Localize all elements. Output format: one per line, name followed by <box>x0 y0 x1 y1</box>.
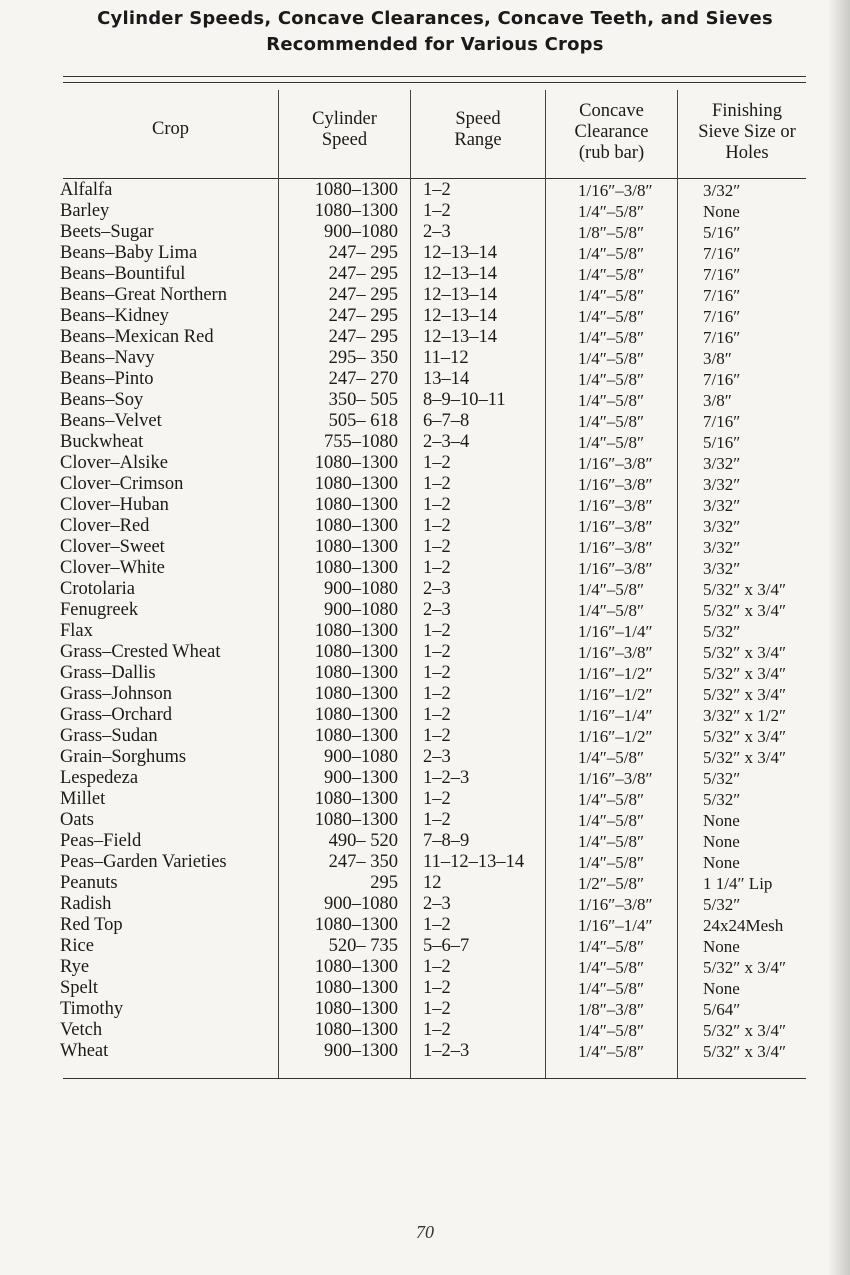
concave-clearance-cell: 1/4″–5/8″ <box>578 937 645 956</box>
crop-cell: Beans–Bountiful <box>60 264 186 284</box>
speed-range-cell: 12–13–14 <box>423 243 497 263</box>
speed-range-cell: 12–13–14 <box>423 327 497 347</box>
cylinder-speed-cell: 900–1080 <box>324 222 398 242</box>
title-line-2: Recommended for Various Crops <box>266 34 604 55</box>
cylinder-speed-cell: 1080–1300 <box>314 516 398 536</box>
cylinder-speed-cell: 1080–1300 <box>314 621 398 641</box>
concave-clearance-cell: 1/4″–5/8″ <box>578 979 645 998</box>
speed-range-cell: 1–2 <box>423 726 451 746</box>
finishing-sieve-cell: 5/16″ <box>703 223 741 242</box>
concave-clearance-cell: 1/4″–5/8″ <box>578 580 645 599</box>
concave-clearance-cell: 1/16″–1/4″ <box>578 706 653 725</box>
finishing-sieve-cell: 5/32″ x 3/4″ <box>703 643 787 662</box>
crop-cell: Grass–Dallis <box>60 663 156 683</box>
speed-range-cell: 1–2 <box>423 495 451 515</box>
crop-cell: Clover–White <box>60 558 165 578</box>
finishing-sieve-cell: 5/32″ x 3/4″ <box>703 727 787 746</box>
cylinder-speed-cell: 900–1300 <box>324 1041 398 1061</box>
finishing-sieve-cell: 7/16″ <box>703 265 741 284</box>
finishing-sieve-cell: 5/32″ <box>703 895 741 914</box>
crop-cell: Beans–Kidney <box>60 306 169 326</box>
finishing-sieve-cell: 3/32″ x 1/2″ <box>703 706 787 725</box>
column-divider <box>278 90 279 1078</box>
finishing-sieve-cell: 5/32″ x 3/4″ <box>703 685 787 704</box>
concave-clearance-cell: 1/4″–5/8″ <box>578 811 645 830</box>
speed-range-cell: 12 <box>423 873 442 893</box>
speed-range-cell: 1–2 <box>423 789 451 809</box>
concave-clearance-cell: 1/16″–3/8″ <box>578 496 653 515</box>
crop-cell: Grass–Orchard <box>60 705 172 725</box>
cylinder-speed-cell: 1080–1300 <box>314 453 398 473</box>
speed-range-cell: 1–2–3 <box>423 768 470 788</box>
concave-clearance-cell: 1/4″–5/8″ <box>578 832 645 851</box>
finishing-sieve-cell: 5/32″ x 3/4″ <box>703 664 787 683</box>
finishing-sieve-cell: 7/16″ <box>703 244 741 263</box>
speed-range-cell: 2–3 <box>423 894 451 914</box>
cylinder-speed-cell: 247– 270 <box>328 369 398 389</box>
cylinder-speed-cell: 755–1080 <box>324 432 398 452</box>
speed-range-cell: 11–12–13–14 <box>423 852 525 872</box>
finishing-sieve-cell: 3/32″ <box>703 475 741 494</box>
speed-range-cell: 1–2 <box>423 642 451 662</box>
concave-clearance-cell: 1/16″–1/4″ <box>578 916 653 935</box>
crop-cell: Grass–Johnson <box>60 684 173 704</box>
finishing-sieve-cell: 7/16″ <box>703 370 741 389</box>
concave-clearance-cell: 1/16″–1/2″ <box>578 685 653 704</box>
crop-cell: Beans–Velvet <box>60 411 162 431</box>
finishing-sieve-cell: 3/32″ <box>703 538 741 557</box>
cylinder-speed-cell: 900–1080 <box>324 600 398 620</box>
header-finishing-sieve: Finishing Sieve Size or Holes <box>698 101 796 163</box>
crop-cell: Peanuts <box>60 873 118 893</box>
crop-cell: Rye <box>60 957 90 977</box>
concave-clearance-cell: 1/16″–3/8″ <box>578 895 653 914</box>
crop-cell: Red Top <box>60 915 123 935</box>
finishing-sieve-cell: 5/32″ <box>703 769 741 788</box>
finishing-sieve-cell: 5/32″ <box>703 790 741 809</box>
finishing-sieve-cell: 5/32″ x 3/4″ <box>703 1021 787 1040</box>
crop-cell: Barley <box>60 201 110 221</box>
concave-clearance-column <box>578 180 677 1062</box>
finishing-sieve-cell: 3/32″ <box>703 181 741 200</box>
speed-range-cell: 12–13–14 <box>423 306 497 326</box>
cylinder-speed-cell: 505– 618 <box>328 411 398 431</box>
cylinder-speed-cell: 1080–1300 <box>314 537 398 557</box>
crop-cell: Millet <box>60 789 106 809</box>
crop-cell: Buckwheat <box>60 432 144 452</box>
finishing-sieve-cell: None <box>703 202 740 221</box>
header-speed-range: Speed Range <box>454 109 502 150</box>
header-rule <box>63 178 806 179</box>
concave-clearance-cell: 1/16″–1/2″ <box>578 664 653 683</box>
crop-cell: Crotolaria <box>60 579 136 599</box>
crop-cell: Beans–Great Northern <box>60 285 227 305</box>
speed-range-cell: 1–2–3 <box>423 1041 470 1061</box>
crop-cell: Grass–Crested Wheat <box>60 642 221 662</box>
finishing-sieve-cell: 3/32″ <box>703 496 741 515</box>
speed-range-cell: 1–2 <box>423 201 451 221</box>
cylinder-speed-cell: 1080–1300 <box>314 558 398 578</box>
speed-range-cell: 1–2 <box>423 915 451 935</box>
header-cylinder-speed: Cylinder Speed <box>312 109 377 150</box>
crop-cell: Flax <box>60 621 93 641</box>
speed-range-cell: 8–9–10–11 <box>423 390 506 410</box>
cylinder-speed-cell: 247– 295 <box>328 285 398 305</box>
concave-clearance-cell: 1/4″–5/8″ <box>578 265 645 284</box>
concave-clearance-cell: 1/4″–5/8″ <box>578 601 645 620</box>
concave-clearance-cell: 1/4″–5/8″ <box>578 412 645 431</box>
cylinder-speed-cell: 1080–1300 <box>314 495 398 515</box>
finishing-sieve-cell: 7/16″ <box>703 307 741 326</box>
speed-range-cell: 1–2 <box>423 684 451 704</box>
finishing-sieve-cell: 7/16″ <box>703 328 741 347</box>
concave-clearance-cell: 1/16″–3/8″ <box>578 769 653 788</box>
column-divider <box>410 90 411 1078</box>
speed-range-column <box>423 180 545 1062</box>
finishing-sieve-cell: 3/8″ <box>703 349 732 368</box>
cylinder-speed-cell: 350– 505 <box>328 390 398 410</box>
cylinder-speed-cell: 1080–1300 <box>314 684 398 704</box>
finishing-sieve-cell: None <box>703 979 740 998</box>
column-divider <box>545 90 546 1078</box>
finishing-sieve-cell: None <box>703 937 740 956</box>
crop-cell: Grain–Sorghums <box>60 747 187 767</box>
concave-clearance-cell: 1/4″–5/8″ <box>578 748 645 767</box>
speed-range-cell: 2–3 <box>423 222 451 242</box>
crop-cell: Beans–Pinto <box>60 369 154 389</box>
crop-cell: Beans–Navy <box>60 348 155 368</box>
crop-cell: Lespedeza <box>60 768 139 788</box>
speed-range-cell: 2–3 <box>423 579 451 599</box>
speed-range-cell: 1–2 <box>423 621 451 641</box>
speed-range-cell: 2–3–4 <box>423 432 470 452</box>
speed-range-cell: 1–2 <box>423 1020 451 1040</box>
finishing-sieve-column <box>703 180 816 1062</box>
speed-range-cell: 1–2 <box>423 453 451 473</box>
finishing-sieve-cell: 3/32″ <box>703 517 741 536</box>
page-number: 70 <box>416 1222 434 1242</box>
finishing-sieve-cell: 5/32″ x 3/4″ <box>703 601 787 620</box>
speed-range-cell: 1–2 <box>423 537 451 557</box>
crop-cell: Clover–Red <box>60 516 150 536</box>
crop-cell: Fenugreek <box>60 600 139 620</box>
speed-range-cell: 2–3 <box>423 747 451 767</box>
concave-clearance-cell: 1/16″–1/2″ <box>578 727 653 746</box>
finishing-sieve-cell: 5/32″ x 3/4″ <box>703 580 787 599</box>
finishing-sieve-cell: 3/32″ <box>703 454 741 473</box>
concave-clearance-cell: 1/4″–5/8″ <box>578 286 645 305</box>
cylinder-speed-cell: 1080–1300 <box>314 180 398 200</box>
cylinder-speed-cell: 1080–1300 <box>314 663 398 683</box>
concave-clearance-cell: 1/16″–3/8″ <box>578 475 653 494</box>
speed-range-cell: 1–2 <box>423 810 451 830</box>
concave-clearance-cell: 1/16″–3/8″ <box>578 517 653 536</box>
cylinder-speed-cell: 1080–1300 <box>314 789 398 809</box>
speed-range-cell: 1–2 <box>423 705 451 725</box>
speed-range-cell: 1–2 <box>423 516 451 536</box>
bottom-rule <box>63 1078 806 1079</box>
crop-cell: Peas–Garden Varieties <box>60 852 227 872</box>
speed-range-cell: 5–6–7 <box>423 936 470 956</box>
cylinder-speed-cell: 247– 295 <box>328 243 398 263</box>
cylinder-speed-cell: 1080–1300 <box>314 201 398 221</box>
finishing-sieve-cell: 5/32″ x 3/4″ <box>703 748 787 767</box>
finishing-sieve-cell: 7/16″ <box>703 286 741 305</box>
finishing-sieve-cell: None <box>703 853 740 872</box>
concave-clearance-cell: 1/2″–5/8″ <box>578 874 645 893</box>
speed-range-cell: 7–8–9 <box>423 831 470 851</box>
crop-cell: Clover–Sweet <box>60 537 165 557</box>
crop-cell: Beans–Baby Lima <box>60 243 198 263</box>
page-edge-shadow <box>828 0 850 1275</box>
cylinder-speed-cell: 900–1300 <box>324 768 398 788</box>
finishing-sieve-cell: 7/16″ <box>703 412 741 431</box>
cylinder-speed-cell: 1080–1300 <box>314 999 398 1019</box>
crop-cell: Spelt <box>60 978 99 998</box>
finishing-sieve-cell: None <box>703 832 740 851</box>
speed-range-cell: 1–2 <box>423 180 451 200</box>
finishing-sieve-cell: 5/64″ <box>703 1000 741 1019</box>
crop-cell: Timothy <box>60 999 124 1019</box>
concave-clearance-cell: 1/4″–5/8″ <box>578 307 645 326</box>
cylinder-speed-cell: 490– 520 <box>328 831 398 851</box>
cylinder-speed-cell: 1080–1300 <box>314 705 398 725</box>
concave-clearance-cell: 1/8″–5/8″ <box>578 223 645 242</box>
concave-clearance-cell: 1/4″–5/8″ <box>578 1021 645 1040</box>
cylinder-speed-cell: 900–1080 <box>324 894 398 914</box>
title-line-1: Cylinder Speeds, Concave Clearances, Concave Teeth, and Sieves <box>97 8 773 29</box>
finishing-sieve-cell: 5/32″ x 3/4″ <box>703 1042 787 1061</box>
concave-clearance-cell: 1/4″–5/8″ <box>578 433 645 452</box>
cylinder-speed-cell: 247– 295 <box>328 306 398 326</box>
speed-range-cell: 6–7–8 <box>423 411 470 431</box>
crop-cell: Clover–Huban <box>60 495 169 515</box>
concave-clearance-cell: 1/4″–5/8″ <box>578 328 645 347</box>
speed-range-cell: 13–14 <box>423 369 470 389</box>
concave-clearance-cell: 1/4″–5/8″ <box>578 1042 645 1061</box>
concave-clearance-cell: 1/4″–5/8″ <box>578 349 645 368</box>
cylinder-speed-cell: 1080–1300 <box>314 726 398 746</box>
finishing-sieve-cell: None <box>703 811 740 830</box>
cylinder-speed-cell: 1080–1300 <box>314 978 398 998</box>
cylinder-speed-cell: 1080–1300 <box>314 474 398 494</box>
cylinder-speed-cell: 1080–1300 <box>314 810 398 830</box>
speed-range-cell: 1–2 <box>423 999 451 1019</box>
crop-cell: Rice <box>60 936 94 956</box>
crop-cell: Alfalfa <box>60 180 113 200</box>
header-concave-clearance: Concave Clearance (rub bar) <box>574 101 649 163</box>
crop-cell: Radish <box>60 894 112 914</box>
concave-clearance-cell: 1/16″–3/8″ <box>578 643 653 662</box>
crop-cell: Clover–Crimson <box>60 474 184 494</box>
concave-clearance-cell: 1/16″–3/8″ <box>578 538 653 557</box>
cylinder-speed-cell: 900–1080 <box>324 579 398 599</box>
finishing-sieve-cell: 3/32″ <box>703 559 741 578</box>
speed-range-cell: 1–2 <box>423 978 451 998</box>
cylinder-speed-cell: 900–1080 <box>324 747 398 767</box>
top-rule-1 <box>63 76 806 77</box>
header-crop: Crop <box>152 119 189 139</box>
concave-clearance-cell: 1/4″–5/8″ <box>578 370 645 389</box>
crop-cell: Beets–Sugar <box>60 222 154 242</box>
cylinder-speed-cell: 247– 295 <box>328 264 398 284</box>
page-title <box>60 6 810 58</box>
cylinder-speed-cell: 1080–1300 <box>314 1020 398 1040</box>
finishing-sieve-cell: 5/32″ <box>703 622 741 641</box>
concave-clearance-cell: 1/16″–3/8″ <box>578 181 653 200</box>
concave-clearance-cell: 1/4″–5/8″ <box>578 853 645 872</box>
cylinder-speed-cell: 247– 295 <box>328 327 398 347</box>
concave-clearance-cell: 1/4″–5/8″ <box>578 790 645 809</box>
crop-cell: Beans–Soy <box>60 390 144 410</box>
crop-cell: Clover–Alsike <box>60 453 168 473</box>
cylinder-speed-cell: 1080–1300 <box>314 642 398 662</box>
finishing-sieve-cell: 3/8″ <box>703 391 732 410</box>
speed-range-cell: 2–3 <box>423 600 451 620</box>
cylinder-speed-column <box>283 180 398 1062</box>
speed-range-cell: 12–13–14 <box>423 264 497 284</box>
finishing-sieve-cell: 5/16″ <box>703 433 741 452</box>
speed-range-cell: 11–12 <box>423 348 469 368</box>
cylinder-speed-cell: 295– 350 <box>328 348 398 368</box>
speed-range-cell: 1–2 <box>423 474 451 494</box>
crop-cell: Grass–Sudan <box>60 726 158 746</box>
concave-clearance-cell: 1/16″–3/8″ <box>578 559 653 578</box>
concave-clearance-cell: 1/8″–3/8″ <box>578 1000 645 1019</box>
concave-clearance-cell: 1/4″–5/8″ <box>578 958 645 977</box>
top-rule-2 <box>63 82 806 83</box>
speed-range-cell: 1–2 <box>423 663 451 683</box>
crop-cell: Beans–Mexican Red <box>60 327 214 347</box>
speed-range-cell: 12–13–14 <box>423 285 497 305</box>
crop-cell: Oats <box>60 810 94 830</box>
finishing-sieve-cell: 5/32″ x 3/4″ <box>703 958 787 977</box>
crop-cell: Peas–Field <box>60 831 142 851</box>
cylinder-speed-cell: 1080–1300 <box>314 957 398 977</box>
concave-clearance-cell: 1/4″–5/8″ <box>578 391 645 410</box>
cylinder-speed-cell: 295 <box>370 873 398 893</box>
crop-column <box>60 180 278 1062</box>
concave-clearance-cell: 1/4″–5/8″ <box>578 202 645 221</box>
crop-cell: Vetch <box>60 1020 103 1040</box>
concave-clearance-cell: 1/16″–1/4″ <box>578 622 653 641</box>
cylinder-speed-cell: 520– 735 <box>328 936 398 956</box>
finishing-sieve-cell: 24x24Mesh <box>703 916 784 935</box>
column-divider <box>677 90 678 1078</box>
speed-range-cell: 1–2 <box>423 558 451 578</box>
concave-clearance-cell: 1/16″–3/8″ <box>578 454 653 473</box>
cylinder-speed-cell: 247– 350 <box>328 852 398 872</box>
concave-clearance-cell: 1/4″–5/8″ <box>578 244 645 263</box>
speed-range-cell: 1–2 <box>423 957 451 977</box>
finishing-sieve-cell: 1 1/4″ Lip <box>703 874 773 893</box>
crop-cell: Wheat <box>60 1041 109 1061</box>
cylinder-speed-cell: 1080–1300 <box>314 915 398 935</box>
